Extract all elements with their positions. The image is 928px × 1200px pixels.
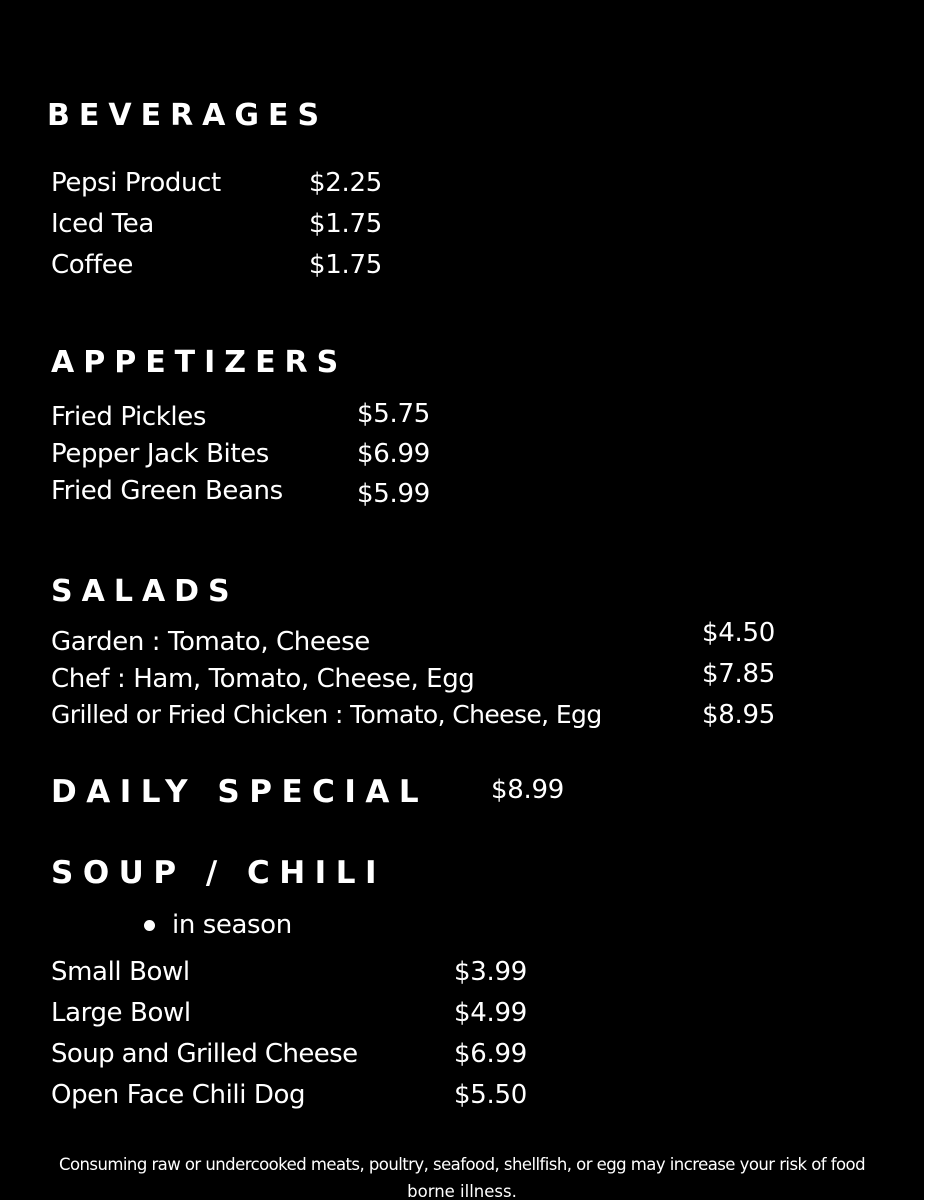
soup-season-note: in season xyxy=(172,910,292,940)
soup-item-name: Soup and Grilled Cheese xyxy=(51,1039,358,1069)
appetizer-item-price: $6.99 xyxy=(357,439,430,469)
soup-item-price: $6.99 xyxy=(454,1039,527,1069)
appetizer-item-name: Pepper Jack Bites xyxy=(51,439,269,469)
bullet-icon xyxy=(144,920,155,931)
soup-item-name: Open Face Chili Dog xyxy=(51,1080,306,1110)
beverage-item-price: $1.75 xyxy=(309,209,382,239)
daily-special-price: $8.99 xyxy=(491,775,564,805)
beverage-item-price: $2.25 xyxy=(309,168,382,198)
appetizers-heading: APPETIZERS xyxy=(51,345,348,380)
beverage-item-name: Coffee xyxy=(51,250,133,280)
soup-item-price: $4.99 xyxy=(454,998,527,1028)
beverage-item-name: Pepsi Product xyxy=(51,168,221,198)
soup-chili-heading: SOUP / CHILI xyxy=(51,855,386,891)
appetizer-item-price: $5.75 xyxy=(357,399,430,429)
salad-item-price: $7.85 xyxy=(702,659,775,689)
soup-item-name: Small Bowl xyxy=(51,957,190,987)
salad-item-name: Grilled or Fried Chicken : Tomato, Cheese, Egg xyxy=(51,700,602,729)
daily-special-heading: DAILY SPECIAL xyxy=(51,774,429,810)
food-safety-disclaimer xyxy=(0,1151,924,1200)
salads-heading: SALADS xyxy=(51,574,239,609)
soup-item-name: Large Bowl xyxy=(51,998,191,1028)
beverages-heading: BEVERAGES xyxy=(47,98,329,133)
salad-item-name: Chef : Ham, Tomato, Cheese, Egg xyxy=(51,664,475,694)
appetizer-item-price: $5.99 xyxy=(357,479,430,509)
salad-item-price: $4.50 xyxy=(702,618,775,648)
appetizer-item-name: Fried Pickles xyxy=(51,402,206,432)
beverage-item-name: Iced Tea xyxy=(51,209,154,239)
beverage-item-price: $1.75 xyxy=(309,250,382,280)
salad-item-price: $8.95 xyxy=(702,700,775,730)
disclaimer-line-2: borne illness. xyxy=(407,1182,517,1200)
salad-item-name: Garden : Tomato, Cheese xyxy=(51,627,370,657)
appetizer-item-name: Fried Green Beans xyxy=(51,476,283,506)
soup-item-price: $5.50 xyxy=(454,1080,527,1110)
disclaimer-line-1: Consuming raw or undercooked meats, poultry, seafood, shellfish, or egg may increase your risk of food xyxy=(58,1155,865,1174)
soup-item-price: $3.99 xyxy=(454,957,527,987)
